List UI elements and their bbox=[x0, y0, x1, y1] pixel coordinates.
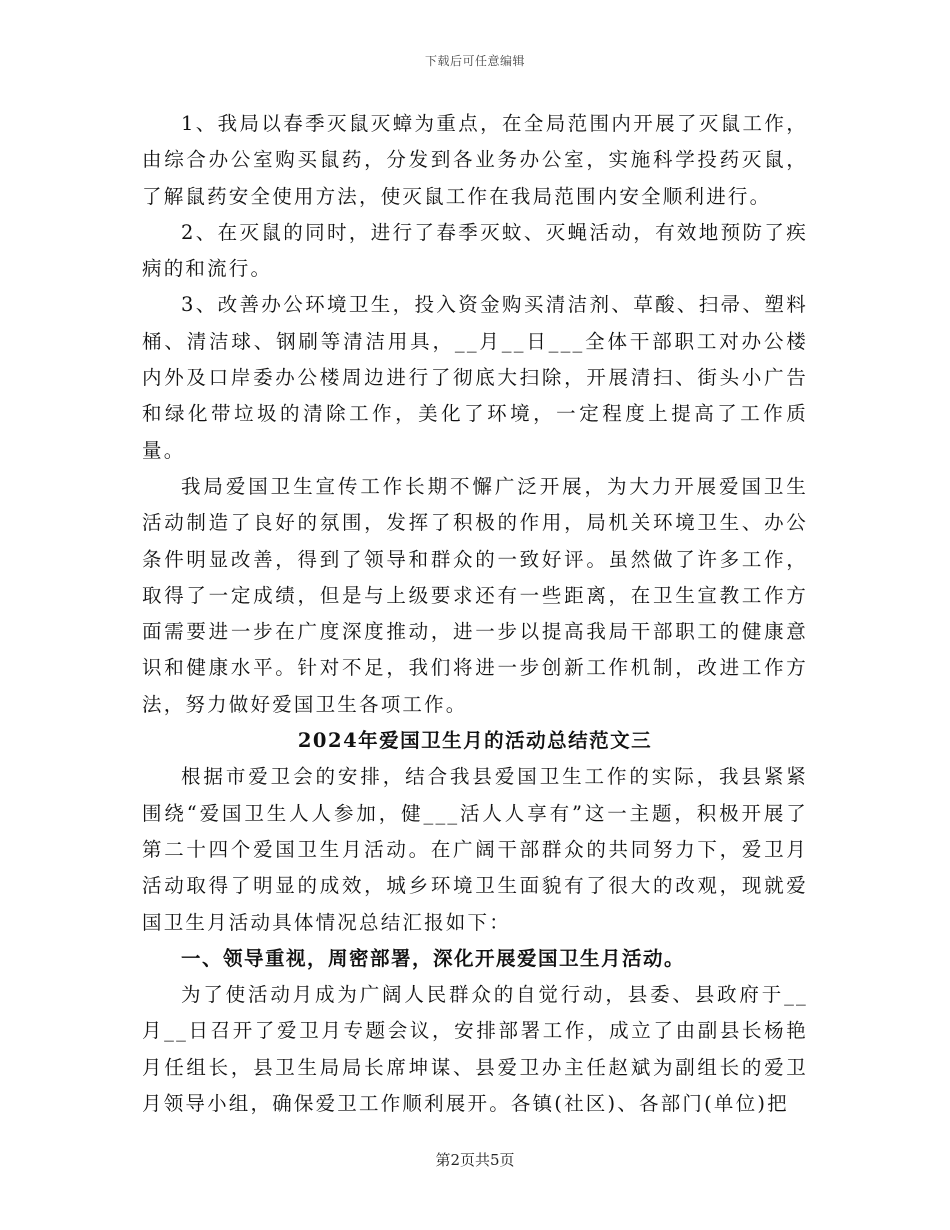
paragraph-leadership: 为了使活动月成为广阔人民群众的自觉行动，县委、县政府于__月__日召开了爱卫月专题会议，安排部署工作，成立了由副县长杨艳月任组长，县卫生局局长席坤谋、县爱卫办主任赵斌为副组长的爱卫月领导小组，确保爱卫工作顺利展开。各镇(社区)、各部门(单位)把 bbox=[142, 983, 808, 1116]
section-title: 2024年爱国卫生月的活动总结范文三 bbox=[297, 729, 653, 753]
paragraph-mosquito-fly-control: 2、在灭鼠的同时，进行了春季灭蚊、灭蝇活动，有效地预防了疾病的和流行。 bbox=[142, 220, 808, 281]
paragraph-intro: 根据市爱卫会的安排，结合我县爱国卫生工作的实际，我县紧紧围绕“爱国卫生人人参加，健___活人人享有”这一主题，积极开展了第二十四个爱国卫生月活动。在广阔干部群众的共同努力下，爱卫月活动取得了明显的成效，城乡环境卫生面貌有了很大的改观，现就爱国卫生月活动具体情况总结汇报如下： bbox=[142, 765, 808, 934]
paragraph-rodent-control: 1、我局以春季灭鼠灭蟑为重点，在全局范围内开展了灭鼠工作，由综合办公室购买鼠药，分发到各业务办公室，实施科学投药灭鼠，了解鼠药安全使用方法，使灭鼠工作在我局范围内安全顺利进行。 bbox=[142, 112, 808, 208]
paragraph-summary: 我局爱国卫生宣传工作长期不懈广泛开展，为大力开展爱国卫生活动制造了良好的氛围，发挥了积极的作用，局机关环境卫生、办公条件明显改善，得到了领导和群众的一致好评。虽然做了许多工作，取得了一定成绩，但是与上级要求还有一些距离，在卫生宣教工作方面需要进一步在广度深度推动，进一步以提高我局干部职工的健康意识和健康水平。针对不足，我们将进一步创新工作机制，改进工作方法，努力做好爱国卫生各项工作。 bbox=[142, 474, 808, 716]
document-body bbox=[142, 106, 808, 1122]
page-header-note: 下载后可任意编辑 bbox=[424, 54, 525, 68]
section-heading-1: 一、领导重视，周密部署，深化开展爱国卫生月活动。 bbox=[181, 946, 686, 970]
paragraph-office-hygiene: 3、改善办公环境卫生，投入资金购买清洁剂、草酸、扫帚、塑料桶、清洁球、钢刷等清洁用具，__月__日___全体干部职工对办公楼内外及口岸委办公楼周边进行了彻底大扫除，开展清扫、街头小广告和绿化带垃圾的清除工作，美化了环境，一定程度上提高了工作质量。 bbox=[142, 293, 808, 462]
page-number: 第2页共5页 bbox=[435, 1151, 515, 1169]
